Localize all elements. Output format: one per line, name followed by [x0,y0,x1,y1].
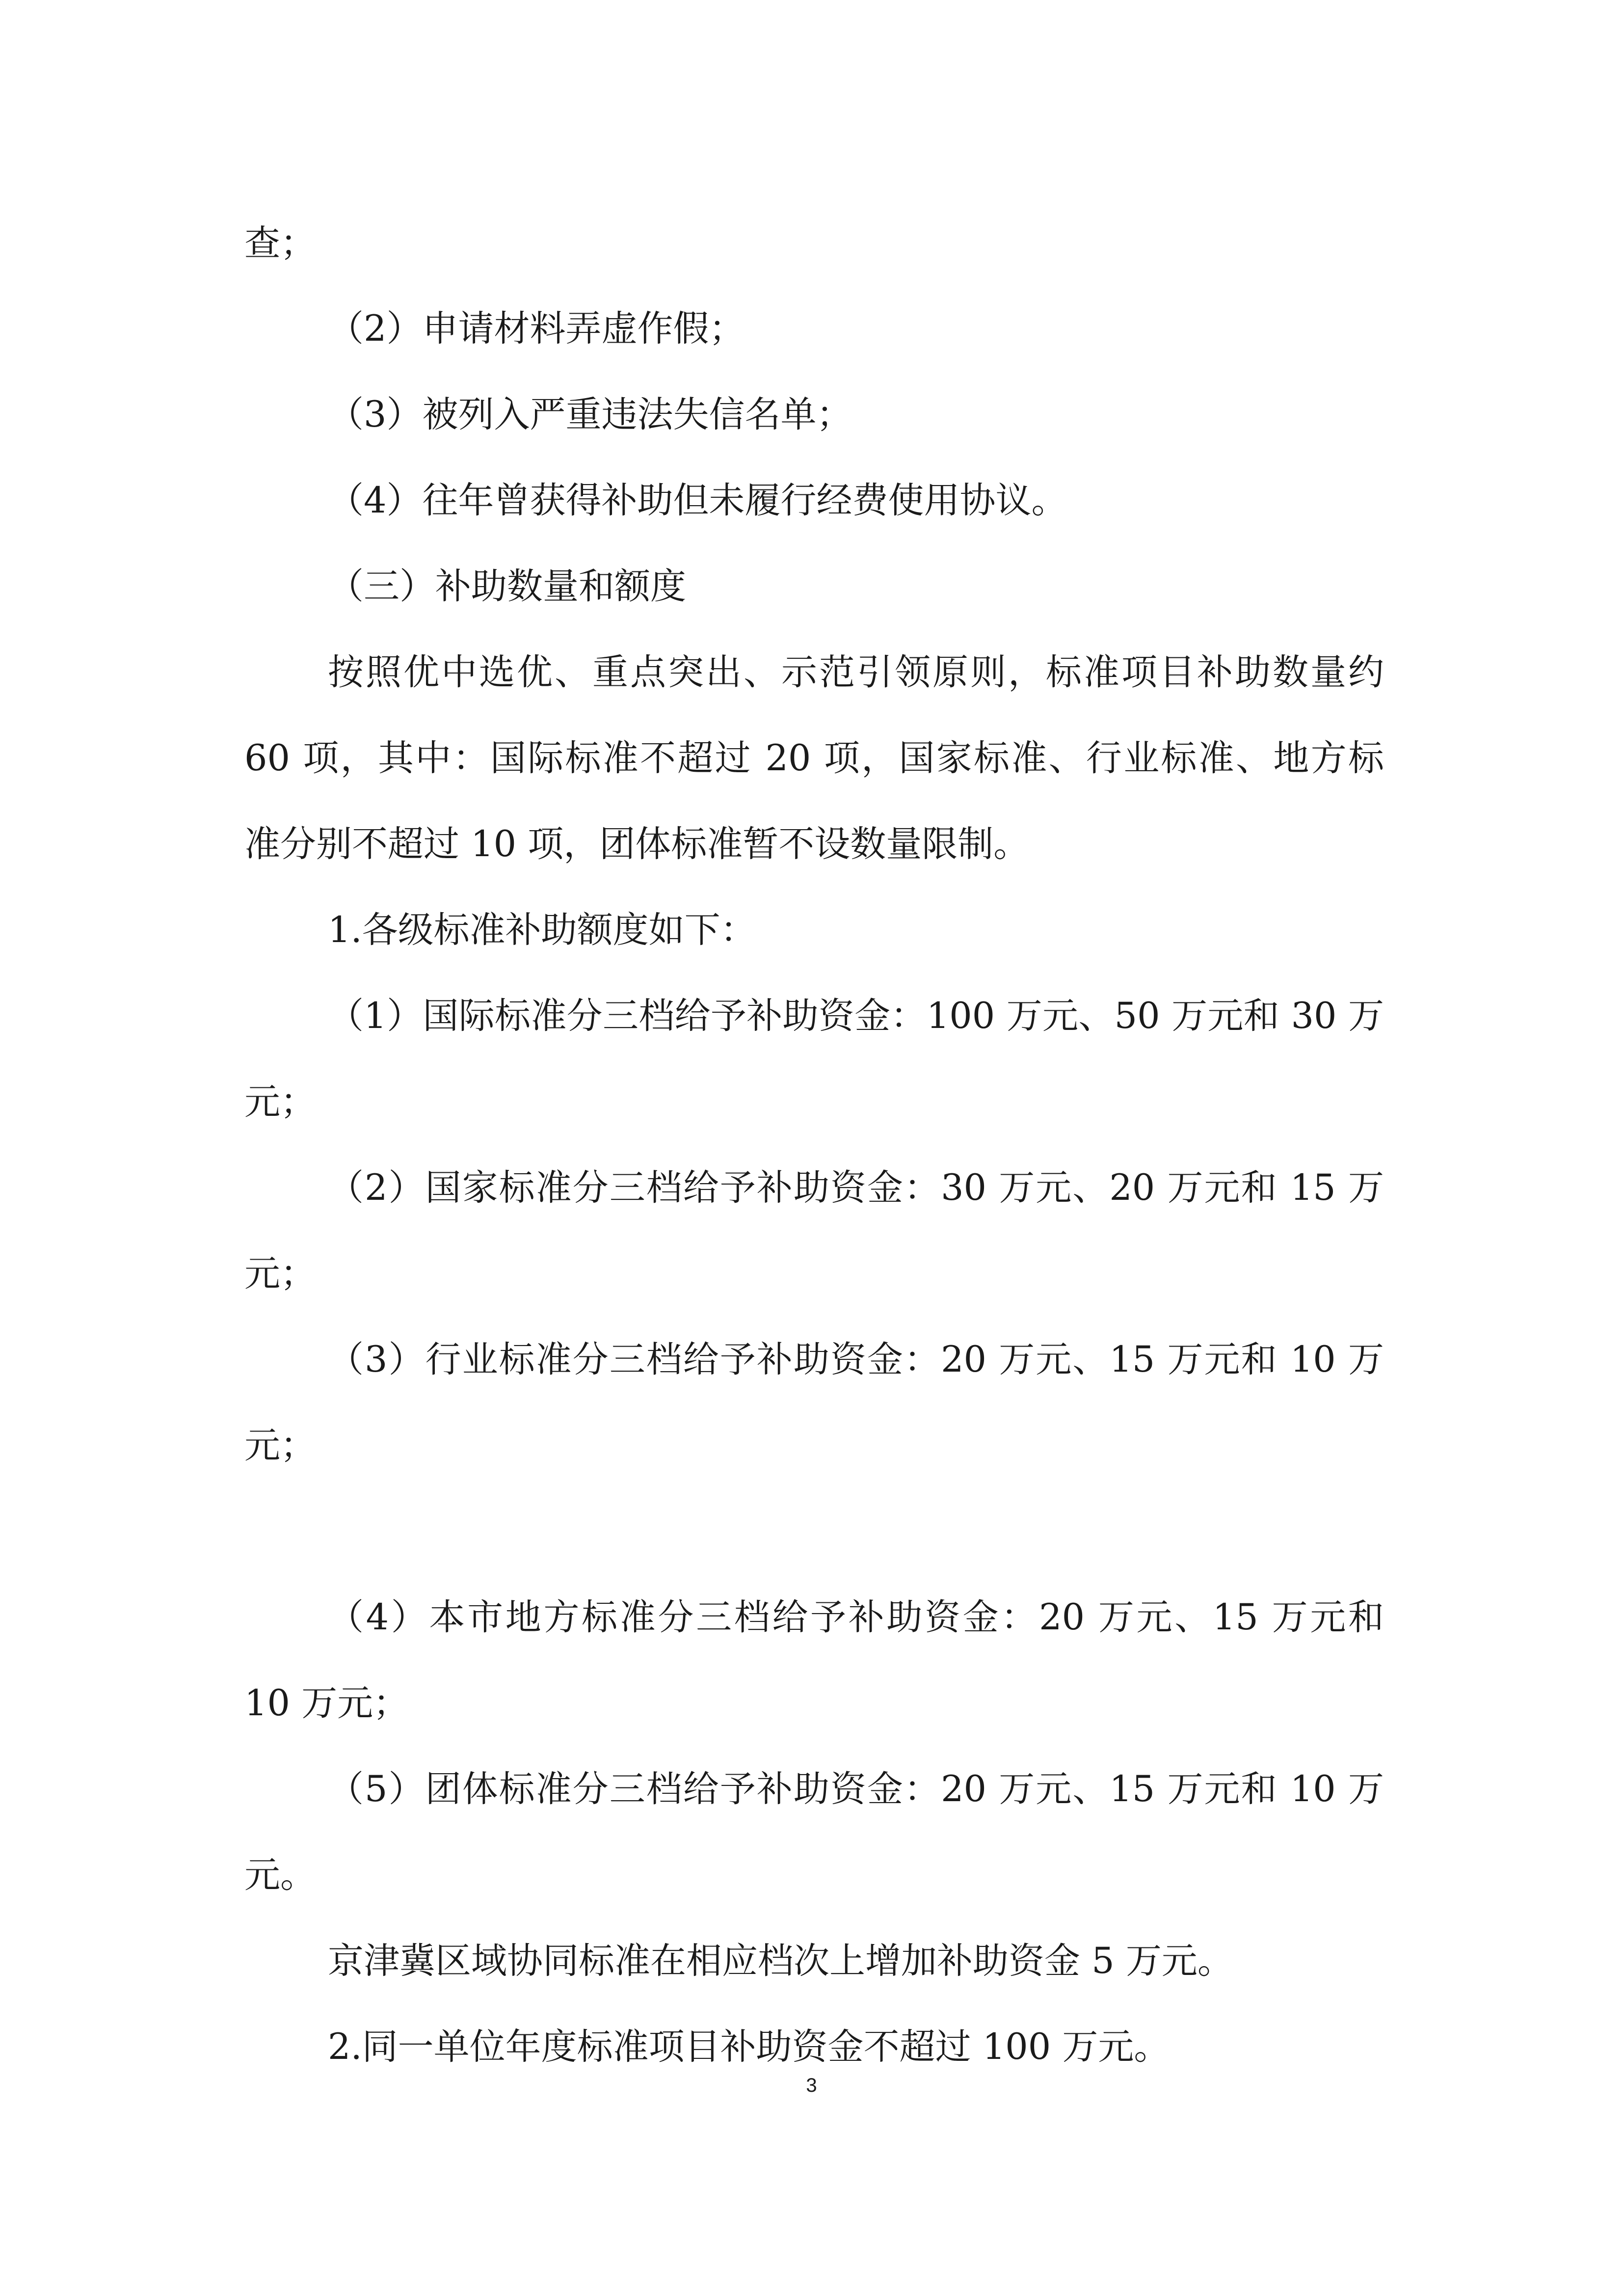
text-line: 10 万元； [244,1682,409,1724]
text-line: 按照优中选优、重点突出、示范引领原则，标准项目补助数量约 [328,651,1384,693]
text-line: （2）申请材料弄虚作假； [328,308,745,350]
section-heading: （三）补助数量和额度 [328,566,686,607]
text-line: 元； [244,1425,316,1466]
text-line: （2）国家标准分三档给予补助资金：30 万元、20 万元和 15 万 [328,1167,1384,1209]
text-line: （5）团体标准分三档给予补助资金：20 万元、15 万元和 10 万 [328,1768,1384,1810]
page-number: 3 [806,2075,817,2096]
text-line: 查； [244,222,316,264]
text-line: （3）行业标准分三档给予补助资金：20 万元、15 万元和 10 万 [328,1339,1384,1380]
text-line: 60 项，其中：国际标准不超过 20 项，国家标准、行业标准、地方标 [244,737,1384,779]
text-line: 元； [244,1253,316,1295]
text-line: 1.各级标准补助额度如下： [328,909,756,951]
text-line: （1）国际标准分三档给予补助资金：100 万元、50 万元和 30 万 [328,995,1384,1037]
text-line: 京津冀区域协同标准在相应档次上增加补助资金 5 万元。 [328,1940,1233,1982]
text-line: （4）本市地方标准分三档给予补助资金：20 万元、15 万元和 [328,1596,1384,1638]
text-line: （4）往年曾获得补助但未履行经费使用协议。 [328,480,1067,521]
text-line: （3）被列入严重违法失信名单； [328,394,852,435]
text-line: 2.同一单位年度标准项目补助资金不超过 100 万元。 [328,2026,1170,2068]
text-line: 元； [244,1081,316,1123]
text-line: 准分别不超过 10 项，团体标准暂不设数量限制。 [244,823,1030,865]
text-line: 元。 [244,1854,316,1896]
